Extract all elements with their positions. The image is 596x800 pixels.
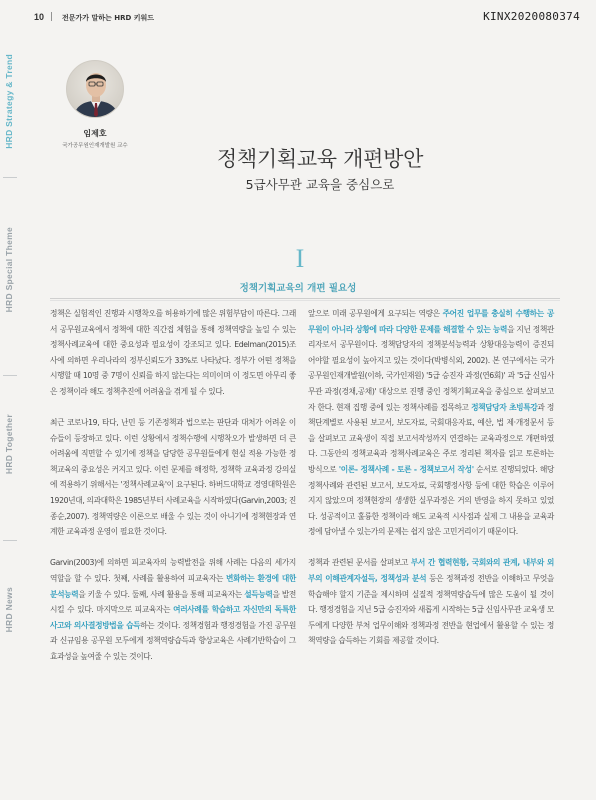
body-text: 과 정책단계별로 사용된 보고서, 보도자료, 국회대응자료, 예산, 법 제·개정문서 등을 살펴보고 교육생이 직접 보고서작성까지 연결하는 교육과정으로 개편하였다. 그동안의 정책교육과 정책사례교육은 주로 정리된 책자를 읽고 토론하는 방식으로 — [308, 402, 555, 474]
page-header — [22, 9, 582, 29]
body-paragraph — [308, 555, 554, 649]
sidebar-item-strategy-trend[interactable] — [0, 42, 18, 160]
body-paragraph — [50, 306, 296, 400]
article-subtitle: 5급사무관 교육을 중심으로 — [245, 177, 395, 192]
section-title: 정책기획교육의 개편 필요성 — [239, 283, 357, 294]
sidebar-divider — [3, 540, 17, 541]
body-paragraph — [308, 306, 554, 540]
sidebar-item-together[interactable] — [0, 402, 18, 486]
author-affiliation: 국가공무원인재개발원 교수 — [62, 143, 128, 149]
section-numeral: I — [295, 244, 305, 273]
section-divider — [50, 300, 560, 301]
body-text: Garvin(2003)에 의하면 피교육자의 능력발전을 위해 사례는 다음의 세가지 역할을 할 수 있다. 첫째, 사례를 활용하여 피교육자는 — [50, 558, 296, 583]
body-text: 최근 코로나19, 타다, 난민 등 기존정책과 법으로는 판단과 대처가 어려운 이슈들이 등장하고 있다. 이런 상황에서 정책수행에 시행착오가 발생하면 더 큰 어려움에 직면할 수 있기에 정책을 담당한 공무원들에게 현실 적용 가능한 정책교육의 중요성은 커지고 있다. 이런 문제를 해정학, 정책학 교육과정 강의실에 적용하기 위해서는 '정책사례교육'이 요구된다. 하버드대학교 경영대학원은 1920년대, 의과대학은 1985년부터 사례교육을 시작하였다(Garvin,2003; 진종순,2007). 정책역량은 이론으로 배울 수 있는 것이 아니기에 정책현장과 연계한 교육과정 운영이 필요한 것이다. — [50, 418, 296, 537]
body-column-left — [50, 306, 296, 680]
body-text: 등은 정책과정 전반을 이해하고 무엇을 학습해야 할지 기준을 제시하며 실질적 정책역량습득에 많은 도움이 될 것이다. 행정경험을 지닌 5급 승진자와 새롭게 시작하는 5급 신임사무관 교육생 모두에게 다양한 부처 업무이해와 정책과정 전반을 현업에서 활용할 수 있는 정책역량을 습득하는 기회를 제공할 것이다. — [308, 574, 554, 646]
sidebar-item-label: HRD Strategy & Trend — [4, 53, 14, 149]
sidebar-divider — [3, 375, 17, 376]
body-paragraph — [50, 415, 296, 540]
body-text: 정책은 실험적인 진행과 시행착오를 허용하기에 많은 위험부담이 따른다. 그래서 공무원교육에서 정책에 대한 직간접 체험을 통해 정책역량을 높일 수 있는 정책사례교육에 대한 중요성과 필요성이 강조되고 있다. Edelman(2015)조사에 의하면 우리나라의 정부신뢰도가 33%로 나타났다. 정부가 어떤 정책을 시행할 때 10명 중 7명이 신뢰를 하지 않는다는 의미이며 이 정도면 아무리 좋은 정책이라 해도 정책추진에 어려움을 겪게 될 수 있다. — [50, 309, 296, 396]
sidebar-item-label: HRD Together — [4, 413, 14, 475]
highlighted-text: 정책담당자 초빙특강 — [471, 402, 538, 412]
sidebar-item-label: HRD Special Theme — [4, 227, 14, 313]
highlighted-text: 부서 간 협력현황, 국회와의 관계, 내부와 외부의 이해관계자설득, 정책성과 분석 — [308, 558, 554, 583]
body-paragraph — [50, 555, 296, 664]
series-title: 전문가가 말하는 HRD 키워드 — [62, 14, 154, 22]
body-text: 을 지닌 정책관리자로서 공무원이다. 정책담당자의 정책분석능력과 상황대응능력이 증진되어야할 필요성이 높아지고 있는 것이다(박병식외, 2002). 본 연구에서는 국가공무원인재개발원(이하, 국가인재원) '5급 승진자 과정(연6회)' 과 '5급 신임사무관 과정(경채,공채)' 대상으로 진행 중인 정책기획교육을 중심으로 살펴보고자 한다. 현재 집행 중에 있는 정책사례를 접목하고 — [308, 324, 554, 412]
body-text: 을 발전시킬 수 있다. 마지막으로 피교육자는 — [50, 589, 296, 615]
highlighted-text: 설득능력 — [244, 589, 273, 599]
body-text: 정책과 관련된 문서를 살펴보고 — [308, 558, 411, 568]
highlighted-text: '이론- 정책사례 - 토론 - 정책보고서 작성' — [338, 464, 474, 474]
author-photo — [66, 60, 124, 118]
section-divider — [50, 298, 560, 299]
highlighted-text: 여러사례를 학습하고 자신만의 독특한 사고와 의사결정방법을 습득 — [50, 605, 296, 630]
article-title: 정책기획교육 개편방안 — [216, 147, 424, 171]
page-number: 10 — [34, 12, 45, 22]
header-separator: | — [50, 12, 54, 22]
sidebar-item-news[interactable] — [0, 578, 18, 642]
body-text: 앞으로 미래 공무원에게 요구되는 역량은 — [308, 309, 443, 318]
sidebar-item-label: HRD News — [4, 587, 14, 633]
highlighted-text: 변화하는 환경에 대한 분석능력 — [50, 573, 296, 599]
body-text: 하는 것이다. 정책경험과 행정경험을 가진 공무원과 신규임용 공무원 모두에게 정책역량습득과 향상교육은 사례기반학습이 그 효과성을 높여줄 수 있는 것이다. — [50, 620, 296, 661]
sidebar-item-special-theme[interactable] — [0, 220, 18, 320]
document-code: KINX2020080374 — [483, 10, 580, 23]
body-column-right — [308, 306, 554, 664]
highlighted-text: 주어진 업무를 충실히 수행하는 공무원이 아니라 상황에 따라 다양한 문제를 해결할 수 있는 능력 — [308, 309, 554, 334]
body-text: 순서로 진행되었다. 해당 정책사례와 관련된 보고서, 보도자료, 국회행정사항 등에 대한 학습은 이루어지지 않았으며 정책현장의 생생한 실무과정은 거의 반영을 하지 못하고 있었다. 성공적이고 훌륭한 정책이라 해도 교육적 시사점과 실제 그 내용을 교육과정에 담아낼 수 있는가의 문제는 쉽지 않은 고민거리이기 때문이다. — [308, 464, 554, 537]
section-sidebar — [0, 30, 22, 800]
sidebar-divider — [3, 177, 17, 178]
body-text: 을 키울 수 있다. 둘째, 사례 활용을 통해 피교육자는 — [78, 589, 245, 599]
author-name: 임제호 — [83, 129, 107, 138]
